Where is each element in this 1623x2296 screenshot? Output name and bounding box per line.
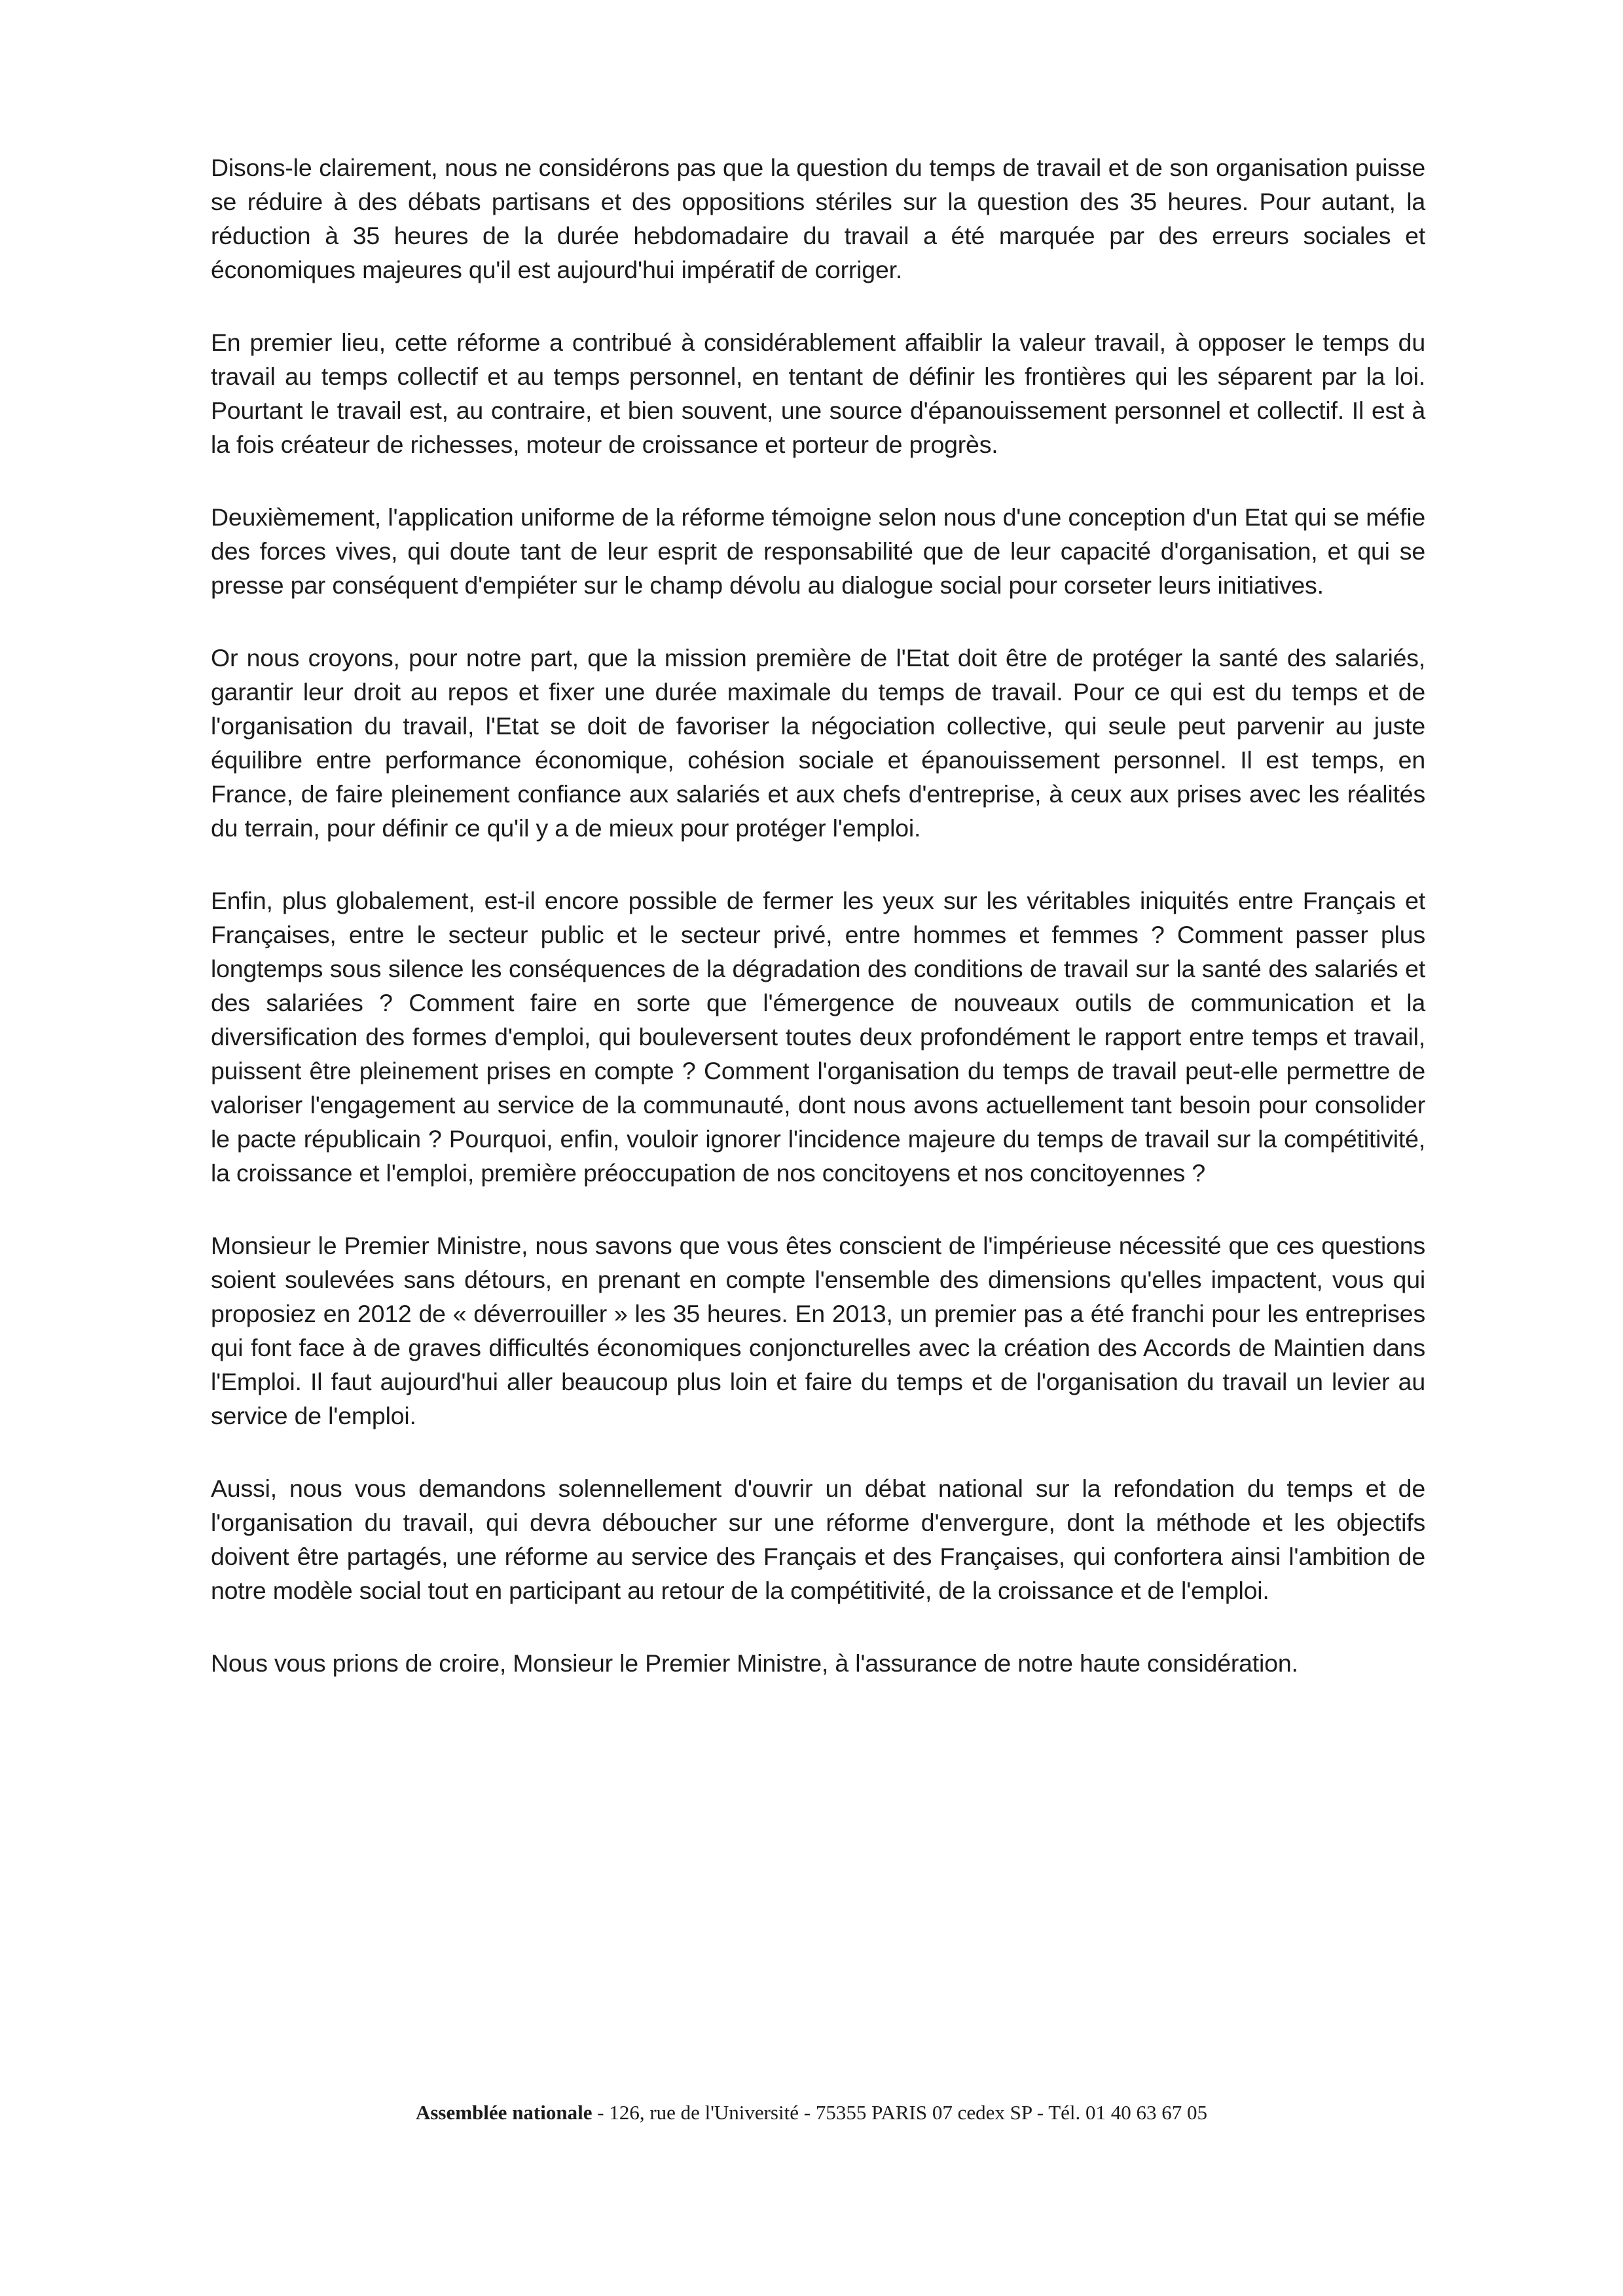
letter-body	[211, 151, 1425, 1680]
footer-organization: Assemblée nationale	[415, 2101, 593, 2124]
paragraph-2: En premier lieu, cette réforme a contribué à considérablement affaiblir la valeur travail, à opposer le temps du travail au temps collectif et au temps personnel, en tentant de définir les frontières qui les séparent par la loi. Pourtant le travail est, au contraire, et bien souvent, une source d'épanouissement personnel et collectif. Il est à la fois créateur de richesses, moteur de croissance et porteur de progrès.	[211, 329, 1425, 458]
closing-formula: Nous vous prions de croire, Monsieur le Premier Ministre, à l'assurance de notre haute considération.	[211, 1649, 1298, 1677]
paragraph-5: Enfin, plus globalement, est-il encore possible de fermer les yeux sur les véritables iniquités entre Français et Françaises, entre le secteur public et le secteur privé, entre hommes et femmes ? Comment passer plus longtemps sous silence les conséquences de la dégradation des conditions de travail sur la santé des salariés et des salariées ? Comment faire en sorte que l'émergence de nouveaux outils de communication et la diversification des formes d'emploi, qui bouleversent toutes deux profondément le rapport entre temps et travail, puissent être pleinement prises en compte ? Comment l'organisation du temps de travail peut-elle permettre de valoriser l'engagement au service de la communauté, dont nous avons actuellement tant besoin pour consolider le pacte républicain ? Pourquoi, enfin, vouloir ignorer l'incidence majeure du temps de travail sur la compétitivité, la croissance et l'emploi, première préoccupation de nos concitoyens et nos concitoyennes ?	[211, 887, 1425, 1187]
footer-separator: -	[1031, 2101, 1049, 2124]
paragraph-1: Disons-le clairement, nous ne considérons pas que la question du temps de travail et de son organisation puisse se réduire à des débats partisans et des oppositions stériles sur la question des 35 heures. Pour autant, la réduction à 35 heures de la durée hebdomadaire du travail a été marquée par des erreurs sociales et économiques majeures qu'il est aujourd'hui impératif de corriger.	[211, 154, 1425, 283]
footer-city: 75355 PARIS 07 cedex SP	[815, 2101, 1032, 2124]
footer-separator: -	[592, 2101, 610, 2124]
paragraph-3: Deuxièmement, l'application uniforme de la réforme témoigne selon nous d'une conception d'un Etat qui se méfie des forces vives, qui doute tant de leur esprit de responsabilité que de leur capacité d'organisation, et qui se presse par conséquent d'empiéter sur le champ dévolu au dialogue social pour corseter leurs initiatives.	[211, 503, 1425, 599]
footer-separator: -	[798, 2101, 816, 2124]
paragraph-4: Or nous croyons, pour notre part, que la mission première de l'Etat doit être de protéger la santé des salariés, garantir leur droit au repos et fixer une durée maximale du temps de travail. Pour ce qui est du temps et de l'organisation du travail, l'Etat se doit de favoriser la négociation collective, qui seule peut parvenir au juste équilibre entre performance économique, cohésion sociale et épanouissement personnel. Il est temps, en France, de faire pleinement confiance aux salariés et aux chefs d'entreprise, à ceux aux prises avec les réalités du terrain, pour définir ce qu'il y a de mieux pour protéger l'emploi.	[211, 644, 1425, 842]
footer-phone: Tél. 01 40 63 67 05	[1048, 2101, 1208, 2124]
paragraph-7: Aussi, nous vous demandons solennellement d'ouvrir un débat national sur la refondation du temps et de l'organisation du travail, qui devra déboucher sur une réforme d'envergure, dont la méthode et les objectifs doivent être partagés, une réforme au service des Français et des Françaises, qui confortera ainsi l'ambition de notre modèle social tout en participant au retour de la compétitivité, de la croissance et de l'emploi.	[211, 1475, 1425, 1604]
footer-street: 126, rue de l'Université	[609, 2101, 799, 2124]
footer-address	[0, 2100, 1623, 2126]
paragraph-6: Monsieur le Premier Ministre, nous savons que vous êtes conscient de l'impérieuse nécessité que ces questions soient soulevées sans détours, en prenant en compte l'ensemble des dimensions qu'elles impactent, vous qui proposiez en 2012 de « déverrouiller » les 35 heures. En 2013, un premier pas a été franchi pour les entreprises qui font face à de graves difficultés économiques conjoncturelles avec la création des Accords de Maintien dans l'Emploi. Il faut aujourd'hui aller beaucoup plus loin et faire du temps et de l'organisation du travail un levier au service de l'emploi.	[211, 1232, 1425, 1429]
